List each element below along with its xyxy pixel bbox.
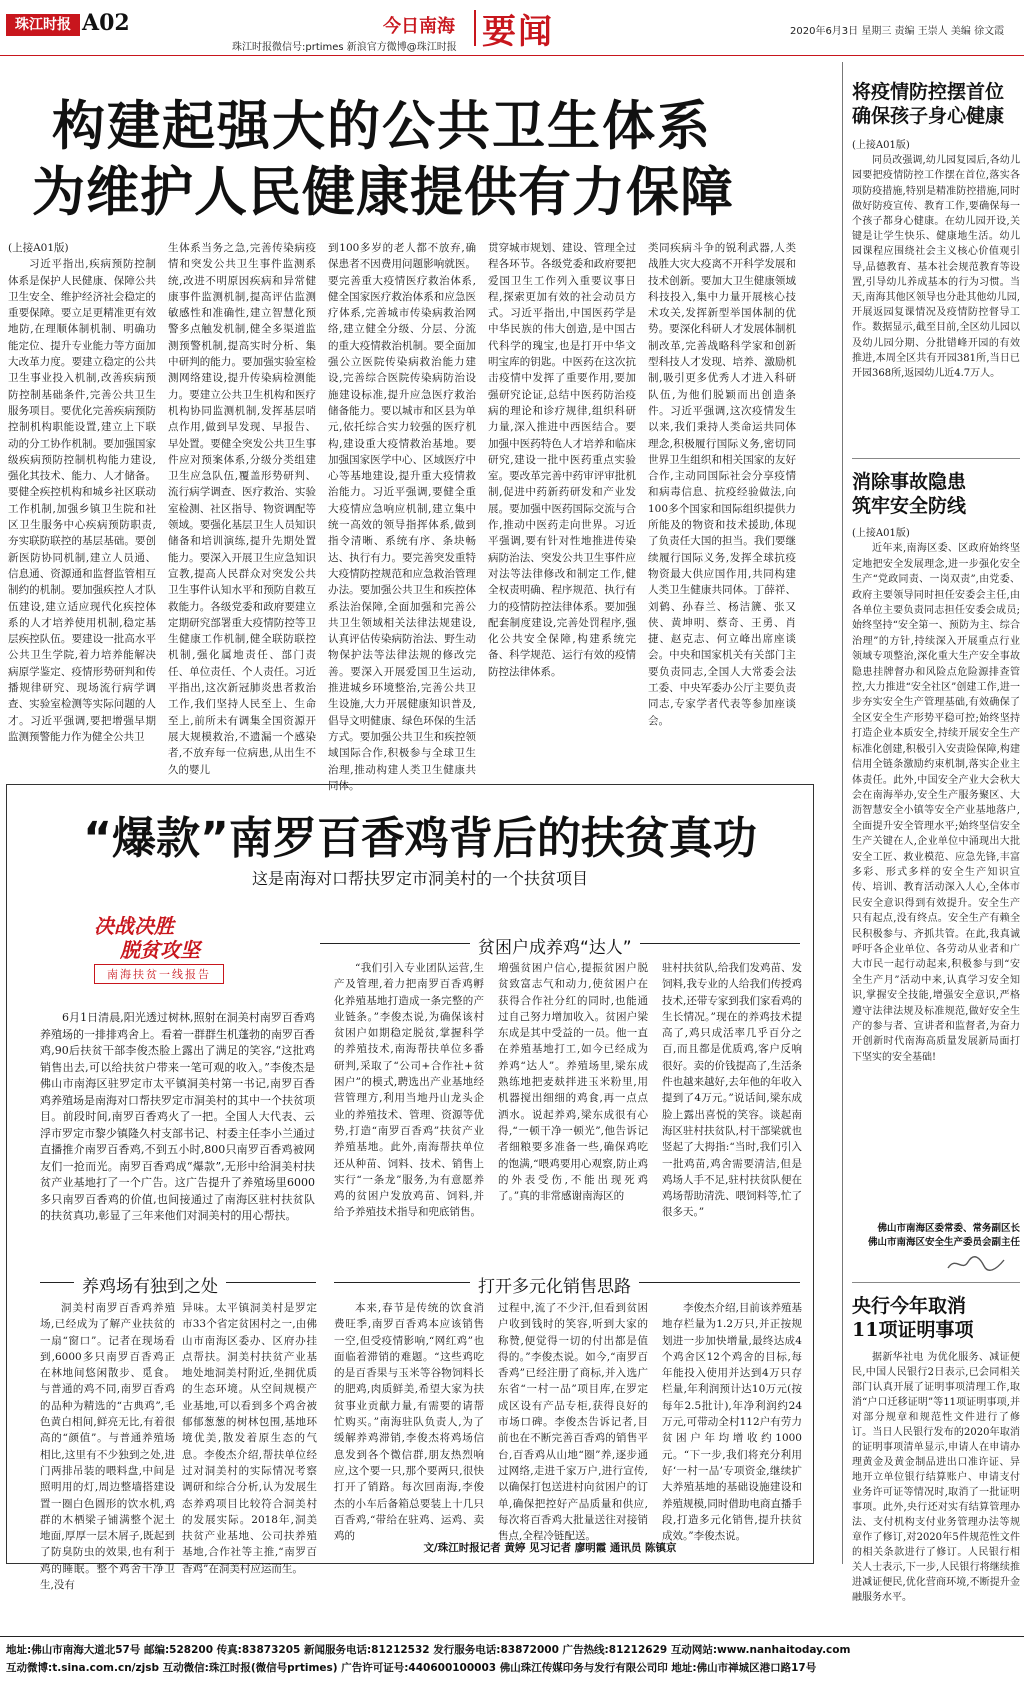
sec1-title: 贫困户成养鸡“达人” [470, 933, 640, 958]
badge-line1: 决战决胜 [94, 914, 174, 938]
masthead [0, 0, 1024, 56]
sec3-col1 [334, 1300, 484, 1543]
sec1-col2-text: 増强贫困户信心,提振贫困户脱贫致富志气和动力,使贫困户在获得合作社分红的同时,也能通过自己努力增加收入。贫困户梁东成是其中受益的一员。他一直在养殖基地打工,如今已经成为养鸡“达人”。养殖场里,梁东成熟练地把麦麸拌进玉米粉里,用机器搅出细细的鸡食,再一点点洒水。说起养鸡,梁东成很有心得,“一顿干净一顿光”,他告诉记者细粮要多准备一些,确保鸡吃的饱满,“喂鸡要用心观察,防止鸡的外表受伤,不能出现死鸡了。”真的非常感谢南海区的 [498, 962, 648, 1203]
footer-line-2: 互动微博:t.sina.com.cn/zjsb 互动微信:珠江时报(微信号prtimes) 广告许可证号:440600100003 佛山珠江传媒印务与发行有限公司印 地址:佛山市禅城区港口路17号 [6, 1662, 817, 1674]
lead-column-2 [168, 240, 316, 776]
section-divider [474, 10, 476, 46]
sec3-col3 [662, 1300, 802, 1543]
right-rule-1 [852, 458, 1020, 459]
section-big: 要闻 [482, 12, 554, 52]
right-rule-2 [852, 1282, 1020, 1283]
a1-source: (上接A01版) [852, 140, 910, 151]
sec3-col3-text: 李俊杰介绍,目前该养殖基地存栏量为1.2万只,并正按规划进一步加快增量,最终达成4个鸡舍区12个鸡舍的目标,每年能投入使用并达到4万只存栏量,年利润预计达10万元(按每年2.5批计),年净利润约24万元,可带动全村112户有劳力贫困户年均增收约1000元。“下一步,我们将充分利用好‘一村一品’专项资金,继续扩大养殖基地的基础设施建设和养殖规模,同时借助电商直播手段,打造多元化销售,提升扶贫成效。”李俊杰说。 [662, 1302, 802, 1543]
feature-intro [40, 1010, 315, 1255]
a2-body-text: 近年来,南海区委、区政府始终坚定地把安全发展理念,进一步强化安全生产“党政同责、一岗双责”,由党委、政府主要领导同时担任安委会主任,由各单位主要负责同志担任安委会成员;始终坚持“安全第一、预防为主、综合治理”的方针,持续深入开展重点行业领域专项整治,深化重大生产安全事故隐患挂牌督办和风险点危险源排查管控,大力推进“安全社区”创建工作,进一步夯实安全生产管理基础,有效确保了全区安全生产形势平稳可控;始终坚持打造企业本质安全,持续开展安全生产标准化创建,积极引入安责险保障,构建信用全链条激励约束机制,落实企业主体责任。此外,中国安全产业大会秋大会在南海举办,安全生产服务聚区、大沥智慧安全小镇等安全产业基地落户,全面提升安全管理水平;始终坚信安全生产关键在人,企业单位中涌现出大批安全工匠、救业模范、应急先锋,丰富多彩、形式多样的安全生产知识宣传、培训、教育活动深入人心,全体市民安全意识得到有效提升。安全生产只有起点,没有终点。安全生产有赖全民积极参与、齐抓共管。在此,我真诚呼吁各企业单位、各劳动从业者和广大市民一起行动起来,积极参与到“安全生产月”活动中来,认真学习安全知识,掌握安全技能,增强安全意识,严格遵守法律法规及标准规范,做好安全生产的参与者、宣讲者和监督者,为奋力开创新时代南海高质量发展新局面打下坚实的安全基础! [852, 543, 1020, 1063]
date-line: 2020年6月3日 星期三 责编 王崇人 美编 徐文霞 [790, 26, 1005, 37]
feature-subtitle: 这是南海对口帮扶罗定市洞美村的一个扶贫项目 [251, 869, 588, 888]
lead-col1-text: 习近平指出,疾病预防控制体系是保护人民健康、保障公共卫生安全、维护经济社会稳定的重要保障。要立足更精准更有效地防,在理顺体制机制、明确功能定位、提升专业能力等方面加大改革力度。要建立稳定的公共卫生事业投入机制,改善疾病预防控制基础条件,完善公共卫生服务项目。要优化完善疾病预防控制机构职能设置,建立上下联动的分工协作机制。要加强国家级疾病预防控制机构能力建设,强化其技术、能力、人才储备。要健全疾控机构和城乡社区联动工作机制,加强乡镇卫生院和社区卫生服务中心疾病预防职责,夯实联防联控的基层基础。要创新医防协同机制,建立人员通、信息通、资源通和监督监管相互制约的机制。要加强疾控人才队伍建设,建立适应现代化疾控体系的人才培养使用机制,稳定基层疾控队伍。要建设一批高水平公共卫生学院,着力培养能解决病原学鉴定、疫情形势研判和传播规律研究、现场流行病学调查、实验室检测等实际问题的人才。习近平强调,要把增强早期监测预警能力作为健全公共卫 [8, 258, 156, 743]
a3-body [852, 1350, 1020, 1603]
sec3-col2-text: 过程中,流了不少汗,但看到贫困户收到钱时的笑容,听到大家的称赞,便觉得一切的付出都是值得的。”李俊杰说。如今,“南罗百香鸡”已经注册了商标,并入选广东省“一村一品”项目库,在罗定成区设有产品专柜,获得良好的市场口碑。李俊杰告诉记者,目前也在不断完善百香鸡的销售平台,百香鸡从山地“圈”养,逐步通过网络,走进千家万户,进行宣传,以确保打包送进村向贫困户的订单,确保把控好产品质量和供应,每次将百香鸡大批量送往对接销售点,全程冷链配送。 [498, 1302, 648, 1543]
lead-col5-text: 类同疾病斗争的锐利武器,人类战胜大灾大疫离不开科学发展和技术创新。要加大卫生健康领域科技投入,集中力量开展核心技术攻关,发挥新型举国体制的优势。要深化科研人才发展体制机制改革,完善战略科学家和创新型科技人才发现、培养、激励机制,吸引更多优秀人才进入科研队伍,为他们脱颖而出创造条件。习近平强调,这次疫情发生以来,我们秉持人类命运共同体理念,积极履行国际义务,密切同世界卫生组织和相关国家的友好合作,主动同国际社会分享疫情和病毒信息、抗疫经验做法,向100多个国家和国际组织提供力所能及的物资和技术援助,体现了负责任大国的担当。我们要继续履行国际义务,发挥全球抗疫物资最大供应国作用,共同构建人类卫生健康共同体。丁薛祥、刘鹤、孙春兰、杨洁篪、张又侠、黄坤明、蔡奇、王勇、肖捷、赵克志、何立峰出席座谈会。中央和国家机关有关部门主要负责同志,全国人大常委会法工委、中央军委办公厅主要负责同志,专家学者代表等参加座谈会。 [648, 242, 796, 727]
a2-body [852, 526, 1020, 1238]
sec2-col2 [182, 1300, 317, 1575]
a1-body-text: 同员改强调,幼儿园复园后,各幼儿园要把疫情防控工作摆在首位,落实各项防疫措施,特别是精准防控措施,同时做好防疫宣传、教育工作,要确保每一个孩子都身心健康。在幼儿园开设,关键是让学生快乐、健康地生活。幼儿园课程应围绕社会主义核心价值观引导,品德教育、基本社会规范教育等设置,引导幼儿养成基本的行为习惯。当天,南海其他区领导也分赴其他幼儿园,开展返园复课情况及疫情防控督导工作。数据显示,截至目前,全区幼儿园以及幼儿园分期、分批错峰开园的有效推进,本周全区共有开园381所,当日已开园368所,返园幼儿近4.7万人。 [852, 155, 1020, 380]
lead-col2-text: 生体系当务之急,完善传染病疫情和突发公共卫生事件监测系统,改进不明原因疾病和异常健康事件监测机制,提高评估监测敏感性和准确性,建立智慧化预警多点触发机制,健全多渠道监测预警机制,提高实时分析、集中研判的能力。要加强实验室检测网络建设,提升传染病检测能力。要建立公共卫生机构和医疗机构协同监测机制,发挥基层哨点作用,做到早发现、早报告、早处置。要健全突发公共卫生事件应对预案体系,分级分类组建卫生应急队伍,覆盖形势研判、流行病学调查、医疗救治、实验室检测、社区指导、物资调配等领域。要强化基层卫生人员知识储备和培训演练,提升先期处置能力。要深入开展卫生应急知识宣教,提高人民群众对突发公共卫生事件认知水平和预防自救互救能力。各级党委和政府要建立定期研究部署重大疫情防控等卫生健康工作机制,健全联防联控机制,强化属地责任、部门责任、单位责任、个人责任。习近平指出,这次新冠肺炎患者救治工作,我们坚持人民至上、生命至上,前所未有调集全国资源开展大规模救治,不遗漏一个感染者,不放弃每一位病患,从出生不久的婴儿 [168, 242, 316, 776]
a3-body-text: 据新华社电 为优化服务、减证便民,中国人民银行2日表示,已会同相关部门认真开展了证明事项清理工作,取消“户口迁移证明”等11项证明事项,并对部分规章和规范性文件进行了修订。当日人民银行发布的2020年取消的证明事项清单显示,申请人在申请办理黄金及黄金制品进出口准许证、异地开立单位银行结算账户、申请支付业务许可证等情况时,取消了一批证明事项。此外,央行还对实有结算管理办法、支付机构支付业务管理办法等规章作了修订,对2020年5件规范性文件的相关条款进行了修订。人民银行相关人士表示,下一步,人民银行将继续推进减证便民,优化营商环境,不断提升金融服务水平。 [852, 1352, 1020, 1603]
sec1-col1 [334, 960, 484, 1252]
footer-rule [0, 1636, 1024, 1637]
feature-intro-text: 6月1日清晨,阳光透过树林,照射在洞美村南罗百香鸡养殖场的一排排鸡舍上。看着一群群生机蓬勃的南罗百香鸡,90后扶贫干部李俊杰脸上露出了满足的笑容,“这批鸡销售出去,可以给扶贫户带来一笔可观的收入。”李俊杰是佛山市南海区驻罗定市太平镇洞美村第一书记,南罗百香鸡养殖场是南海对口帮扶罗定市洞美村的其中一个扶贫项目。前段时间,南罗百香鸡火了一把。全国人大代表、云浮市罗定市黎少镇隆久村支部书记、村委主任李小兰通过直播推介南罗百香鸡,不到五小时,800只南罗百香鸡被网友们一抢而光。南罗百香鸡成“爆款”,无形中给洞美村扶贫产业基地打了一个广告。这广告提升了养殖场里6000多只南罗百香鸡的价值,也间接通过了南海区驻村扶贫队的扶贫真功,彰显了三年来他们对洞美村的用心帮扶。 [40, 1011, 315, 1222]
sec2-col2-text: 异味。太平镇洞美村是罗定市33个省定贫困村之一,由佛山市南海区委办、区府办挂点帮扶。洞美村扶贫产业基地处地洞美村附近,坐拥优质的生态环境。从空间规模产业基地,可以看到多个鸡舍被郁郁葱葱的树林包围,基地环境优美,散发着原生态的气息。李俊杰介绍,帮扶单位经过对洞美村的实际情况考察调研和综合分析,认为发展生态养鸡项目比较符合洞美村的发展实际。2018年,洞美扶贫产业基地、公司扶养殖基地,合作社等主推,“南罗百香鸡”在洞美村应运而生。 [182, 1302, 317, 1575]
right-column-divider [842, 62, 843, 1564]
lead-title-line1: 构建起强大的公共卫生体系 [52, 95, 712, 157]
a2-signature-2: 佛山市南海区安全生产委员会副主任 [867, 1237, 1020, 1248]
sec1-col3 [662, 960, 802, 1252]
sec1-col1-text: “我们引入专业团队运营,生产及管理,着力把南罗百香鸡孵化养殖基地打造成一条完整的产业链条。”李俊杰说,为确保该村贫困户如期稳定脱贫,掌握科学的养殖技术,南海帮扶单位多番研判,采取了“公司+合作社+贫困户”的模式,聘选出产业基地经营管理方,利用当地丹山龙头企业的养殖技术、管理、资源等优势,打造“南罗百香鸡”扶贫产业养殖基地。此外,南海帮扶单位还从种苗、饲料、技术、销售上实行“一条龙”服务,为有意愿养鸡的贫困户发放鸡苗、饲料,并给予养殖技术指导和兜底销售。 [334, 962, 484, 1219]
a3-title-l1: 央行今年取消 [852, 1295, 967, 1317]
a2-title-l1: 消除事故隐患 [852, 471, 967, 493]
a2-title-l2: 筑牢安全防线 [852, 495, 967, 517]
sec3-col2 [498, 1300, 648, 1543]
sec2-col1-text: 洞美村南罗百香鸡养殖场,已经成为了解产业扶贫的一扇“窗口”。记者在现场看到,6000多只南罗百香鸡正在林地间悠闲散步、觅食。与普通的鸡不同,南罗百香鸡的品种为精选的“古典鸡”,毛色黄白相间,鲜亮无比,有着很高的“颜值”。与普通养殖场相比,这里有不少独到之处,进门两排吊装的喂料盘,中间是照明用的灯,周边整墙搭建设置一圈白色圆形的饮水机,鸡群的木栖梁子铺满整个泥土地面,厚厚一层木屑子,既起到了防臭防虫的效果,也有利于鸡的睡眠。整个鸡舍干净卫生,没有 [40, 1302, 175, 1592]
page-number: A02 [82, 10, 130, 36]
section-small: 今日南海 [383, 16, 455, 37]
masthead-rule [0, 55, 1024, 56]
lead-title-line2: 为维护人民健康提供有力保障 [32, 161, 734, 223]
sec3-title: 打开多元化销售思路 [470, 1272, 639, 1297]
feature-byline: 文/珠江时报记者 黄婷 见习记者 廖明霞 通讯员 陈镇京 [423, 1542, 677, 1554]
badge-line2: 脱贫攻坚 [120, 938, 200, 962]
lead-col3-text: 到100多岁的老人都不放弃,确保患者不因费用问题影响就医。要完善重大疫情医疗救治体系,健全国家医疗救治体系和应急医疗体系,完善城市传染病救治网络,建立健全分级、分层、分流的重大疫情救治机制。要全面加强公立医院传染病救治能力建设,完善综合医院传染病防治设施建设标准,提升应急医疗救治储备能力。要以城市和区县为单元,依托综合实力较强的医疗机构,建设重大疫情救治基地。要加强国家医学中心、区域医疗中心等基地建设,提升重大疫情救治能力。习近平强调,要健全重大疫情应急响应机制,建立集中统一高效的领导指挥体系,做到指令清晰、系统有序、条块畅达、执行有力。要完善突发重特大疫情防控规范和应急救治管理办法。要加强公共卫生和疾控体系法治保障,全面加强和完善公共卫生领域相关法律法规建设,认真评估传染病防治法、野生动物保护法等法律法规的修改完善。要深入开展爱国卫生运动,推进城乡环境整治,完善公共卫生设施,大力开展健康知识普及,倡导文明健康、绿色环保的生活方式。要加强公共卫生和疾控领域国际合作,积极参与全球卫生治理,推动构建人类卫生健康共同体。 [328, 242, 476, 792]
lead-column-1 [8, 240, 156, 754]
lead-col4-text: 贯穿城市规划、建设、管理全过程各环节。各级党委和政府要把爱国卫生工作列入重要议事日程,探索更加有效的社会动员方式。习近平指出,中国医药学是中华民族的伟大创造,是中国古代科学的瑰宝,也是打开中华文明宝库的钥匙。中医药在这次抗击疫情中发挥了重要作用,要加强研究论证,总结中医药防治疫病的理论和诊疗规律,组织科研力量,深入推进中西医结合。要加强中医药特色人才培养和临床研究,建设一批中医药重点实验室。要改革完善中药审评审批机制,促进中药新药研发和产业发展。要加强中医药国际交流与合作,推动中医药走向世界。习近平强调,要有针对性地推进传染病防治法、突发公共卫生事件应对法等法律修改和制定工作,健全权责明确、程序规范、执行有力的疫情防控法律体系。要加强配套制度建设,完善处罚程序,强化公共安全保障,构建系统完备、科学规范、运行有效的疫情防控法律体系。 [488, 242, 636, 678]
lead-column-4 [488, 240, 636, 754]
a3-title-l2: 11项证明事项 [852, 1319, 974, 1341]
sec2-title: 养鸡场有独到之处 [74, 1272, 226, 1297]
a1-title-l1: 将疫情防控摆首位 [852, 81, 1005, 103]
badge-line3: 南海扶贫一线报告 [94, 964, 224, 984]
sec3-col1-text: 本来,春节是传统的饮食消费旺季,南罗百香鸡本应该销售一空,但受疫情影响,“网红鸡”也面临着滞销的难题。“这些鸡吃的是百香果与玉米等谷物饲料长的肥鸡,肉质鲜美,希望大家为扶贫事业贡献力量,有需要的请帮忙购买。”南海驻队负责人,为了缓解养鸡滞销,李俊杰将鸡场信息发到各个微信群,朋友热烈响应,这个要一只,那个要两只,很快打开了销路。每次回南海,李俊杰的小车后备箱总要装上十几只百香鸡,“带给在驻鸡、运鸡、卖鸡的 [334, 1302, 484, 1543]
poverty-badge [90, 910, 230, 990]
masthead-logo: 珠江时报 [6, 14, 80, 36]
right-article-2 [852, 470, 1020, 1238]
a2-source: (上接A01版) [852, 528, 910, 539]
feature-title: “爆款”南罗百香鸡背后的扶贫真功 [83, 813, 757, 864]
sec2-col1 [40, 1300, 175, 1592]
lead-column-3 [328, 240, 476, 792]
sec1-col2 [498, 960, 648, 1252]
a1-title-l2: 确保孩子身心健康 [852, 105, 1005, 127]
lead-source: (上接A01版) [8, 242, 69, 254]
a2-signature-1: 佛山市南海区委常委、常务副区长 [877, 1223, 1020, 1234]
footer-line-1: 地址:佛山市南海大道北57号 邮编:528200 传真:83873205 新闻服务电话:81212532 发行服务电话:83872000 广告热线:81212629 互动网站:www.nanhaitoday.com [6, 1644, 851, 1656]
right-article-3 [852, 1294, 1020, 1603]
lead-column-5 [648, 240, 796, 754]
handwritten-signature [946, 1252, 1006, 1276]
sec1-col3-text: 驻村扶贫队,给我们发鸡苗、发饲料,我专业的人给我们传授鸡技术,还带专家到我们家看鸡的生长情况。”现在的养鸡技术提高了,鸡只成活率几乎百分之百,而且都是优质鸡,客户反响很好。卖的价钱提高了,生活条件也越来越好,去年他的年收入提到了4万元。”说话间,梁东成脸上露出喜悦的笑容。谈起南海区驻村扶贫队,村干部梁就也竖起了大拇指:“当时,我们引入一批鸡苗,鸡舍需要清洁,但是鸡场人手不足,驻村扶贫队便在鸡场帮助清洗、喂饲料等,忙了很多天。” [662, 962, 802, 1219]
weibo-line: 珠江时报微信号:prtimes 新浪官方微博@珠江时报 [232, 42, 457, 53]
right-article-1 [852, 80, 1020, 428]
a1-body [852, 138, 1020, 428]
